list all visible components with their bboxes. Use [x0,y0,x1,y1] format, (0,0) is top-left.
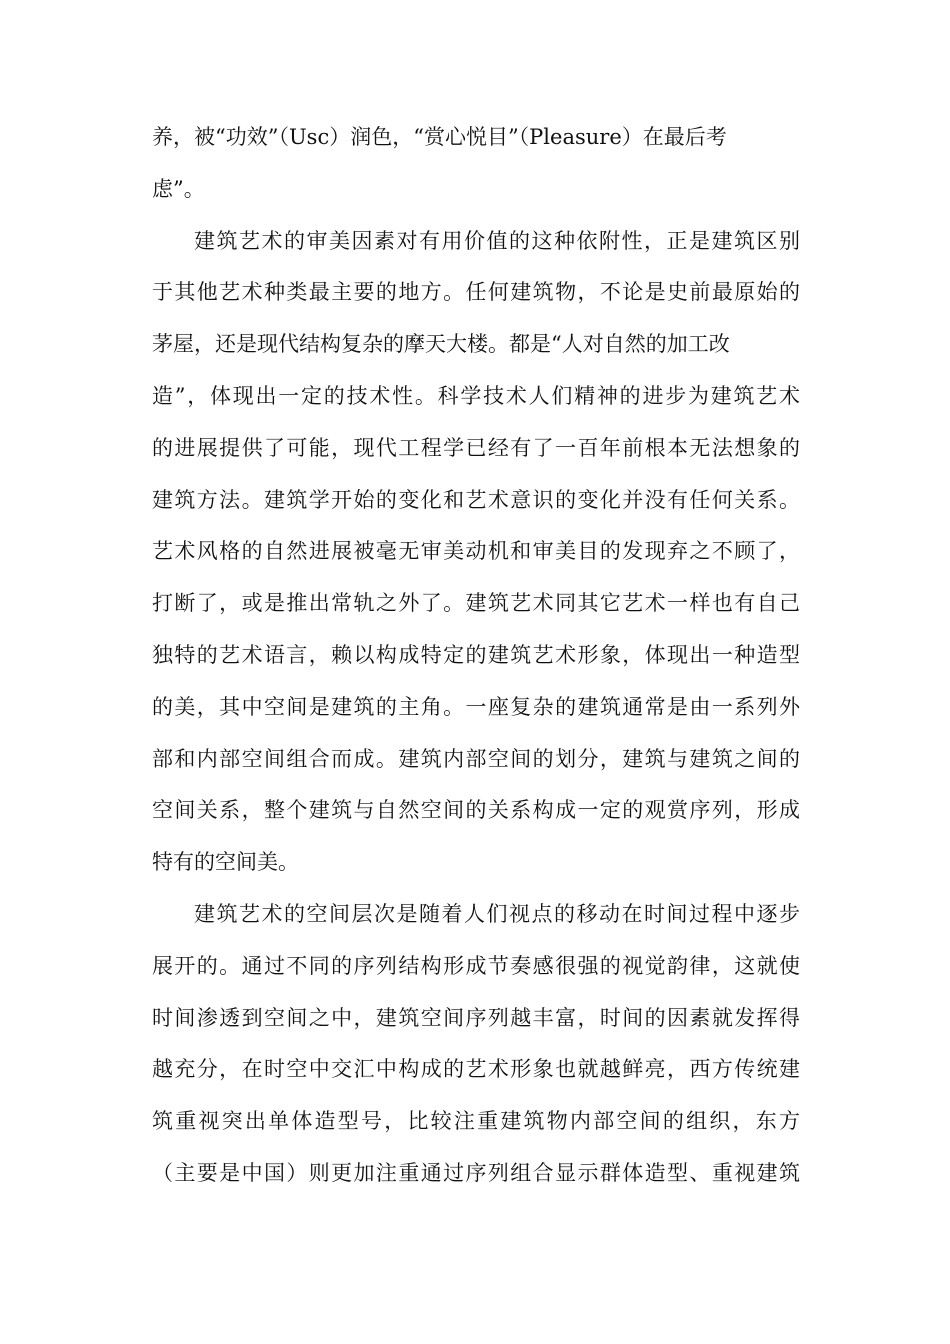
text-line: 建筑艺术的空间层次是随着人们视点的移动在时间过程中逐步 [194,901,800,926]
text-line: 展开的。通过不同的序列结构形成节奏感很强的视觉韵律，这就使 [152,953,800,978]
text-line: （主要是中国）则更加注重通过序列组合显示群体造型、重视建筑 [152,1160,800,1185]
text-line: 建筑艺术的审美因素对有用价值的这种依附性，正是建筑区别 [194,228,800,253]
text-line: 的进展提供了可能，现代工程学已经有了一百年前根本无法想象的 [152,435,800,460]
text-line: 筑重视突出单体造型号，比较注重建筑物内部空间的组织，东方 [152,1109,800,1134]
text-line: 虑”。 [152,176,205,201]
text-line: 独特的艺术语言，赖以构成特定的建筑艺术形象，体现出一种造型 [152,642,800,667]
text-line: 于其他艺术种类最主要的地方。任何建筑物，不论是史前最原始的 [152,280,800,305]
text-line: 艺术风格的自然进展被毫无审美动机和审美目的发现弃之不顾了， [152,539,800,564]
text-line: 部和内部空间组合而成。建筑内部空间的划分，建筑与建筑之间的 [152,746,800,771]
text-line: 特有的空间美。 [152,850,299,875]
text-line: 建筑方法。建筑学开始的变化和艺术意识的变化并没有任何关系。 [152,487,800,512]
text-line: 茅屋，还是现代结构复杂的摩天大楼。都是“人对自然的加工改 [152,332,730,357]
text-line: 养，被“功效”（Usc）润色，“赏心悦目”（Pleasure）在最后考 [152,125,727,149]
text-line: 时间渗透到空间之中，建筑空间序列越丰富，时间的因素就发挥得 [152,1005,800,1030]
text-line: 打断了，或是推出常轨之外了。建筑艺术同其它艺术一样也有自己 [152,591,800,616]
text-line: 的美，其中空间是建筑的主角。一座复杂的建筑通常是由一系列外 [152,694,800,719]
text-line: 越充分，在时空中交汇中构成的艺术形象也就越鲜亮，西方传统建 [152,1057,800,1082]
text-line: 空间关系，整个建筑与自然空间的关系构成一定的观赏序列，形成 [152,798,800,823]
body-text [152,112,800,1200]
text-line: 造”，体现出一定的技术性。科学技术人们精神的进步为建筑艺术 [152,383,800,408]
